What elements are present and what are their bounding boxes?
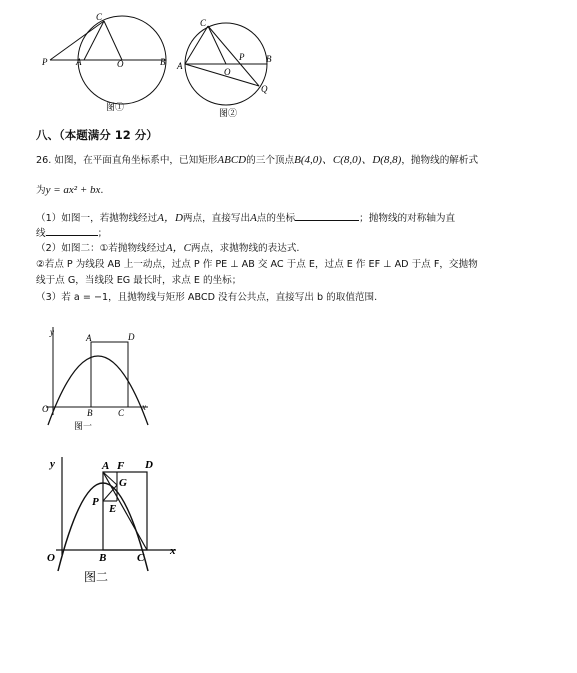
label-Q: Q <box>261 84 268 94</box>
label-C: C <box>118 408 125 418</box>
question-2-line-2: ②若点 P 为线段 AB 上一动点，过点 P 作 PE ⊥ AB 交 AC 于点 E，过点 E 作 EF ⊥ AD 于点 F，交抛物 <box>36 259 478 270</box>
point-A: A <box>250 212 257 224</box>
caption-figure-one: 图一 <box>74 421 93 431</box>
text-seg: 为 <box>36 185 46 196</box>
section-heading: 八、（本题满分 12 分） <box>36 128 158 142</box>
label-A: A <box>102 460 110 472</box>
text-seg: （1）如图一，若抛物线经过 <box>36 213 158 224</box>
label-O: O <box>117 59 124 69</box>
question-3: （3）若 a = −1，且抛物线与矩形 ABCD 没有公共点，直接写出 b 的取值范围. <box>36 292 378 303</box>
question-1-line-1 <box>36 211 455 225</box>
label-E: E <box>109 503 117 515</box>
rect-name: ABCD <box>217 154 247 166</box>
answer-blank-A[interactable] <box>295 211 359 221</box>
question-2-line-3: 线于点 G，当线段 EG 最长时，求点 E 的坐标； <box>36 275 242 286</box>
points-AD: A，D <box>157 212 183 224</box>
text-seg: （2）如图二：①若抛物线经过 <box>36 243 166 254</box>
label-A: A <box>76 57 82 67</box>
vertex-coordinates: B(4,0)、C(8,0)、D(8,8) <box>294 154 402 166</box>
label-F: F <box>117 460 125 472</box>
label-C: C <box>200 18 207 28</box>
label-A: A <box>177 61 183 71</box>
parabola-equation: y = ax² + bx <box>45 184 101 196</box>
figure-two <box>44 455 184 590</box>
text-seg: ； <box>97 228 108 239</box>
label-G: G <box>119 477 127 489</box>
problem-line-1 <box>36 154 478 167</box>
figure-one <box>36 325 161 435</box>
parabola <box>48 356 148 425</box>
caption-figure-two: 图二 <box>84 570 109 584</box>
chord-co <box>104 21 122 60</box>
label-y: y <box>50 327 54 337</box>
chord-aq <box>185 64 259 86</box>
tangent-pc <box>50 21 104 60</box>
text-seg: 两点，求抛物线的表达式. <box>190 243 300 254</box>
text-seg: ，抛物线的解析式 <box>401 155 479 166</box>
caption-fig1: 图① <box>106 102 125 112</box>
problem-line-2 <box>36 184 103 197</box>
label-B: B <box>266 54 272 64</box>
text-seg: 的三个顶点 <box>246 155 295 166</box>
label-B: B <box>160 57 166 67</box>
label-B: B <box>87 408 93 418</box>
label-x: x <box>142 402 146 412</box>
text-seg: . <box>100 185 104 196</box>
label-O: O <box>224 67 231 77</box>
label-A: A <box>86 333 92 343</box>
label-O: O <box>42 404 49 414</box>
label-P: P <box>42 57 48 67</box>
text-seg: 两点，直接写出 <box>182 213 251 224</box>
label-B: B <box>99 552 107 564</box>
points-AC: A，C <box>165 242 191 254</box>
text-seg: 26. 如图，在平面直角坐标系中，已知矩形 <box>36 155 218 166</box>
label-C: C <box>96 12 103 22</box>
text-seg: 点的坐标 <box>256 213 296 224</box>
circle-figure-2 <box>175 12 275 122</box>
label-y: y <box>50 458 55 470</box>
label-P: P <box>239 52 245 62</box>
chord-ca <box>84 21 104 60</box>
label-C: C <box>137 552 145 564</box>
label-D: D <box>128 332 135 342</box>
chord-co <box>208 26 226 64</box>
circle-figure-1 <box>30 10 175 115</box>
rectangle-ABCD <box>91 342 128 407</box>
question-1-line-2 <box>36 226 107 240</box>
caption-fig2: 图② <box>219 108 238 118</box>
question-2-line-1 <box>36 242 300 255</box>
chord-ac <box>185 26 208 64</box>
label-O: O <box>47 552 55 564</box>
text-seg: ；抛物线的对称轴为直 <box>359 213 456 224</box>
label-D: D <box>145 459 153 471</box>
label-x: x <box>170 545 176 557</box>
label-P: P <box>92 496 99 508</box>
answer-blank-axis[interactable] <box>46 226 98 236</box>
chord-cq <box>208 26 259 86</box>
text-seg: 线 <box>36 228 46 239</box>
